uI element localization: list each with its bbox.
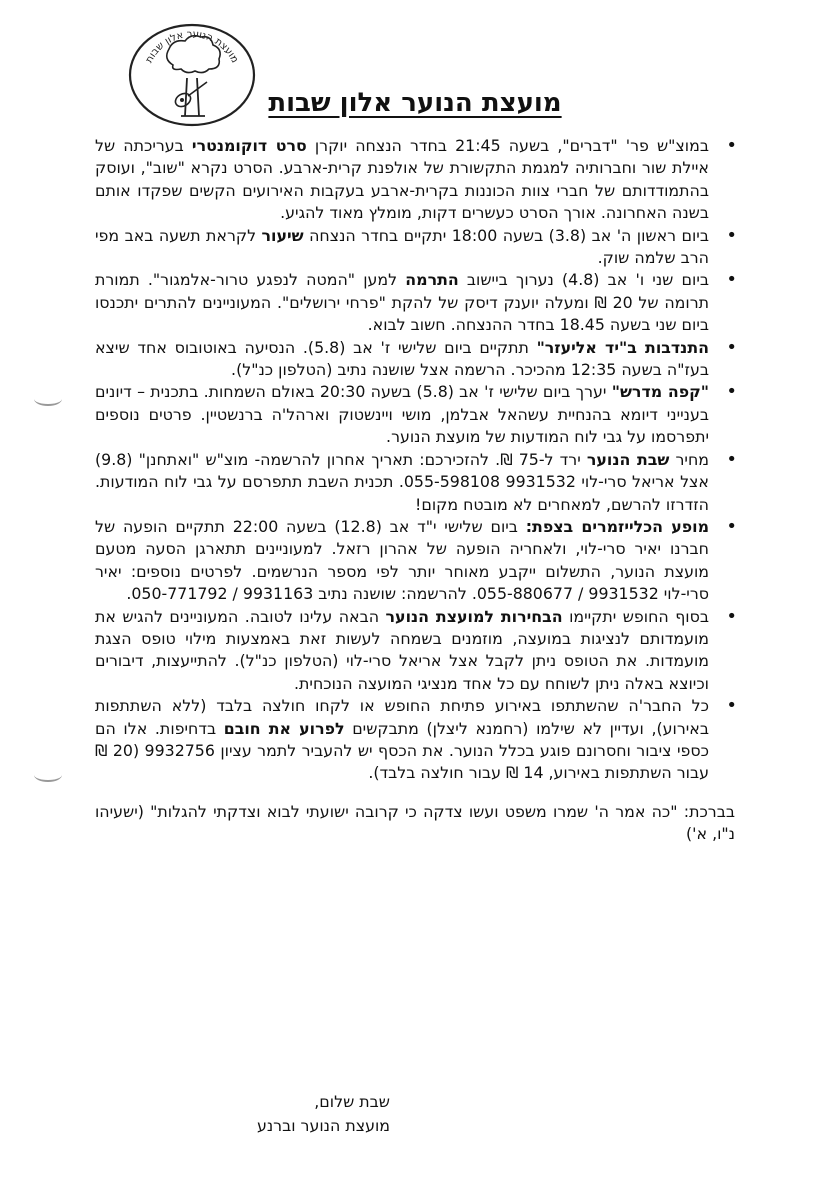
announcement-item (95, 269, 735, 336)
announcement-item (95, 337, 735, 382)
announcement-text: כל החבר'ה שהשתתפו באירוע פתיחת החופש או לקחו חולצה בלבד (ללא השתתפות באירוע), ועדיין לא שילמו (רחמנא ליצלן) מתבקשים (95, 696, 709, 738)
logo-caption: מועצת הנוער אלון שבות (143, 28, 241, 65)
announcement-item (95, 135, 735, 225)
announcement-text: ביום שני ו' אב (4.8) נערוך ביישוב (458, 270, 709, 290)
announcement-item (95, 516, 735, 606)
punch-hole-mark (34, 768, 62, 782)
announcement-item (95, 695, 735, 785)
emphasis-text: התנדבות ב"יד אליעזר" (536, 337, 709, 357)
signoff (90, 1090, 390, 1138)
announcement-text: לקראת תשעה באב מפי הרב שלמה שוק. (95, 225, 709, 268)
announcement-text: תתקיים ביום שלישי ז' אב (5.8). הנסיעה באוטובוס אחד שיצא בעז"ה בשעה 12:35 מהכיכר. הרשמה אצל שושנה נתיב (הטלפון כנ"ל). (95, 337, 709, 380)
page-title: מועצת הנוער אלון שבות (268, 88, 562, 118)
announcement-text: הבאה עלינו לטובה. המעוניינים להגיש את מועמדותם לנציגות במועצה, מוזמנים בשמחה לעשות זאת באמצעות מילוי טופס הצגת מועמדות. את הטופס ניתן לקבל אצל אריאל סרי-לוי (הטלפון כנ"ל). להתייעצות, דיבורים וכיוצא באלה ניתן לשוחח עם כל אחד מנציגי המועצה הנוכחית. (95, 606, 709, 693)
announcement-text: מחיר (669, 449, 709, 469)
announcement-item (95, 381, 735, 448)
announcement-text: בסוף החופש יתקיימו (562, 606, 709, 626)
announcement-text: בדחיפות. אלו הם כספי ציבור וחסרונם פוגע בכלל הנוער. את הכסף יש להעביר לתמר עציון 9932756 (20 ₪ עבור השתתפות באירוע, 14 ₪ עבור חולצה בלבד). (95, 718, 709, 783)
announcement-text: ביום שלישי י"ד אב (12.8) בשעה 22:00 תתקיים הופעה של חברנו יאיר סרי-לוי, ולאחריה הופעה של אהרון רזאל. למעוניינים תתארגן הסעה מטעם מועצת הנוער, התשלום ייקבע מאוחר יותר לפי מספר הנרשמים. לפרטים נוספים: יאיר סרי-לוי 9931532 / 055-880677. להרשמה: שושנה נתיב 9931163 / 050-771792. (95, 516, 709, 604)
signoff-greeting: שבת שלום, (314, 1092, 390, 1111)
announcement-text: ביום ראשון ה' אב (3.8) בשעה 18:00 יתקיים בחדר הנצחה (303, 225, 709, 245)
svg-text:מועצת הנוער אלון שבות (144, 29, 240, 65)
announcement-item (95, 225, 735, 270)
announcement-text: ירד ל-75 ₪. להזכירכם: תאריך אחרון להרשמה- מוצ"ש "ואתחנן" (9.8) אצל אריאל סרי-לוי 9931532 055-598108. תכנית השבת תתפרסם על גבי לוח המודעות. הזדרזו להרשם, למאחרים לא מובטח מקום! (95, 449, 709, 514)
emphasis-text: מופע הכלייזמרים בצפת: (525, 516, 710, 536)
emphasis-text: לפרוע את חובם (223, 718, 345, 738)
emphasis-text: שיעור (261, 225, 304, 245)
signoff-signature: מועצת הנוער וברנע (256, 1116, 390, 1135)
announcement-list (95, 135, 735, 785)
announcements (95, 135, 735, 846)
announcement-text: יערך ביום שלישי ז' אב (5.8) בשעה 20:30 באולם השמחות. בתכנית – דיונים בענייני דיומא בהנחיית עשהאל אבלמן, מושי ויינשטוק וארהל'ה ברנשטיין. פרטים נוספים יתפרסמו על גבי לוח המודעות של מועצת הנוער. (95, 382, 709, 447)
emphasis-text: שבת הנוער (586, 449, 670, 469)
punch-hole-mark (34, 392, 62, 406)
announcement-text: במוצ"ש פר' "דברים", בשעה 21:45 בחדר הנצחה יוקרן (306, 136, 709, 155)
announcement-item (95, 449, 735, 516)
emphasis-text: "קפה מדרש" (611, 382, 710, 402)
announcement-item (95, 606, 735, 696)
emphasis-text: סרט דוקומנטרי (191, 136, 307, 155)
emphasis-text: התרמה (405, 270, 459, 290)
blessing-text: בברכת: "כה אמר ה' שמרו משפט ועשו צדקה כי קרובה ישועתי לבוא וצדקתי להגלות" (ישעיהו נ"ו, א') (95, 801, 735, 844)
announcement-text: למען "המטה לנפגע טרור-אלמגור". תמורת תרומה של 20 ₪ ומעלה יוענק דיסק של להקת "פרחי ירושלים". המעוניינים להתרים יתכנסו ביום שני בשעה 18.45 בחדר ההנצחה. חשוב לבוא. (95, 270, 709, 335)
announcement-text: בעריכתה של איילת שור וחברותיה למגמת התקשורת של אולפנת קרית-ארבע. הסרט נקרא "שוב", ועוסק בהתמודדותם של חברי צוות הכוננות בקרית-ארבע בעקבות האירועים הקשים שפקדו אותם בשנה האחרונה. אורך הסרט כעשרים דקות, מומלץ מאוד להגיע. (95, 136, 709, 223)
emphasis-text: הבחירות למועצת הנוער (385, 606, 563, 626)
